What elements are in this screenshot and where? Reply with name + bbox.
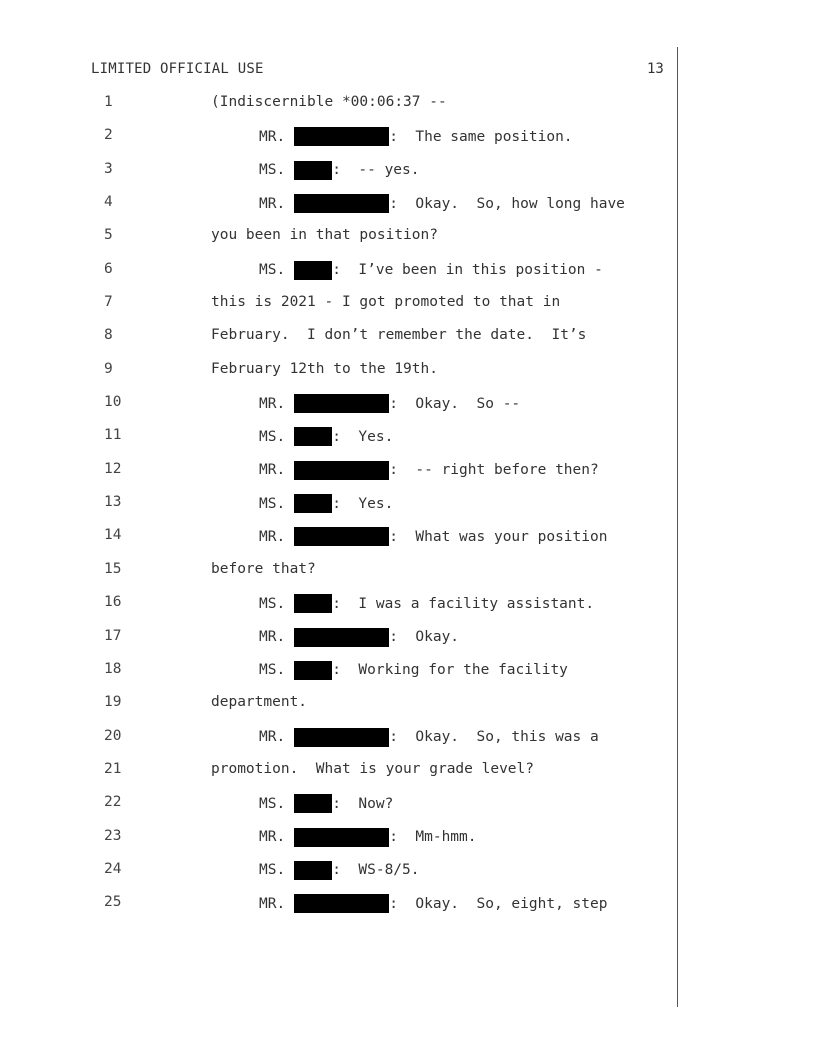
- transcript-line: [0, 686, 816, 719]
- speaker-title: MS.: [259, 662, 286, 679]
- redaction-box: [294, 461, 389, 480]
- header-marking: LIMITED OFFICIAL USE: [91, 61, 264, 77]
- transcript-line: [0, 319, 816, 352]
- transcript-line: [0, 353, 816, 386]
- line-text: [211, 361, 438, 377]
- redaction-box: [294, 894, 389, 913]
- speaker-title: MR.: [259, 729, 286, 746]
- speech-text: : I was a facility assistant.: [332, 595, 595, 612]
- speech-text: : Yes.: [332, 428, 394, 445]
- line-number: 4: [104, 194, 113, 211]
- line-text: [259, 527, 607, 546]
- line-number: 8: [104, 327, 113, 344]
- transcript-line: [0, 820, 816, 853]
- line-text: [211, 94, 447, 110]
- speech-text: : -- yes.: [332, 162, 420, 179]
- line-number: 21: [104, 760, 122, 777]
- transcript-line: [0, 853, 816, 886]
- line-number: 23: [104, 827, 122, 844]
- redaction-box: [294, 161, 332, 180]
- line-text: [211, 694, 307, 710]
- speaker-title: MR.: [259, 128, 286, 145]
- speaker-title: MS.: [259, 595, 286, 612]
- line-text: [259, 394, 520, 413]
- transcript-line: [0, 620, 816, 653]
- transcript-line: [0, 386, 816, 419]
- line-number: 14: [104, 527, 122, 544]
- speech-text: : WS-8/5.: [332, 862, 420, 879]
- line-text: [211, 561, 316, 577]
- transcript-line: [0, 786, 816, 819]
- transcript-line: [0, 453, 816, 486]
- redaction-box: [294, 828, 389, 847]
- line-text: [259, 261, 603, 280]
- transcript-line: [0, 519, 816, 552]
- line-text: [259, 594, 594, 613]
- speech-text: : The same position.: [389, 128, 573, 145]
- line-number: 2: [104, 127, 113, 144]
- speech-text: promotion. What is your grade level?: [211, 760, 535, 777]
- speech-text: : -- right before then?: [389, 462, 599, 479]
- line-text: [259, 661, 568, 680]
- transcript-line: [0, 219, 816, 252]
- speech-text: : Working for the facility: [332, 662, 568, 679]
- transcript-line: [0, 486, 816, 519]
- speaker-title: MS.: [259, 262, 286, 279]
- line-text: [211, 294, 560, 310]
- line-number: 13: [104, 494, 122, 511]
- transcript-line: [0, 653, 816, 686]
- speaker-title: MS.: [259, 162, 286, 179]
- speech-text: : Mm-hmm.: [389, 829, 477, 846]
- line-number: 24: [104, 860, 122, 877]
- transcript-line: [0, 419, 816, 452]
- line-number: 3: [104, 160, 113, 177]
- redaction-box: [294, 194, 389, 213]
- speaker-title: MR.: [259, 195, 286, 212]
- redaction-box: [294, 728, 389, 747]
- transcript-line: [0, 286, 816, 319]
- redaction-box: [294, 127, 389, 146]
- speech-text: : Now?: [332, 795, 394, 812]
- speaker-title: MR.: [259, 895, 286, 912]
- line-number: 16: [104, 594, 122, 611]
- line-text: [211, 761, 534, 777]
- line-text: [259, 628, 459, 647]
- line-number: 18: [104, 660, 122, 677]
- speech-text: : Yes.: [332, 495, 394, 512]
- transcript-line: [0, 753, 816, 786]
- redaction-box: [294, 394, 389, 413]
- speaker-title: MS.: [259, 428, 286, 445]
- line-number: 5: [104, 227, 113, 244]
- line-number: 12: [104, 460, 122, 477]
- redaction-box: [294, 427, 332, 446]
- speech-text: before that?: [211, 560, 316, 577]
- page-number: 13: [647, 61, 664, 77]
- line-number: 15: [104, 560, 122, 577]
- speech-text: this is 2021 - I got promoted to that in: [211, 294, 561, 311]
- redaction-box: [294, 628, 389, 647]
- transcript-line: [0, 186, 816, 219]
- speech-text: : Okay. So, this was a: [389, 729, 599, 746]
- redaction-box: [294, 794, 332, 813]
- speech-text: department.: [211, 694, 308, 711]
- line-text: [259, 894, 607, 913]
- transcript-line: [0, 253, 816, 286]
- line-text: [259, 861, 420, 880]
- line-number: 19: [104, 694, 122, 711]
- speech-text: you been in that position?: [211, 227, 438, 244]
- speaker-title: MR.: [259, 395, 286, 412]
- speaker-title: MR.: [259, 629, 286, 645]
- line-text: [259, 161, 420, 180]
- line-text: [259, 127, 573, 146]
- line-number: 9: [104, 360, 113, 377]
- redaction-box: [294, 861, 332, 880]
- transcript-line: [0, 720, 816, 753]
- speech-text: : Okay. So, eight, step: [389, 895, 608, 912]
- line-text: [211, 227, 438, 243]
- transcript-lines: [0, 86, 816, 920]
- transcript-line: [0, 153, 816, 186]
- transcript-line: [0, 586, 816, 619]
- line-text: [259, 494, 393, 513]
- speech-text: : What was your position: [389, 528, 608, 545]
- speaker-title: MS.: [259, 495, 286, 512]
- line-text: [259, 427, 393, 446]
- transcript-line: [0, 553, 816, 586]
- line-text: [259, 728, 599, 747]
- line-number: 1: [104, 94, 113, 110]
- line-number: 11: [104, 427, 122, 444]
- redaction-box: [294, 261, 332, 280]
- speaker-title: MS.: [259, 862, 286, 879]
- speech-text: : Okay.: [389, 629, 460, 645]
- transcript-line: [0, 119, 816, 152]
- redaction-box: [294, 661, 332, 680]
- speech-text: February. I don’t remember the date. It’s: [211, 327, 587, 344]
- line-number: 10: [104, 394, 122, 411]
- speech-text: February 12th to the 19th.: [211, 360, 438, 377]
- redaction-box: [294, 594, 332, 613]
- line-number: 17: [104, 627, 122, 644]
- line-number: 22: [104, 794, 122, 811]
- transcript-line: [0, 886, 816, 919]
- speaker-title: MS.: [259, 795, 286, 812]
- speech-text: : Okay. So, how long have: [389, 195, 625, 212]
- speech-text: (Indiscernible *00:06:37 --: [211, 94, 447, 110]
- speaker-title: MR.: [259, 829, 286, 846]
- line-number: 6: [104, 260, 113, 277]
- line-number: 25: [104, 894, 122, 911]
- line-text: [211, 327, 586, 343]
- transcript-line: [0, 86, 816, 119]
- line-number: 20: [104, 727, 122, 744]
- speech-text: : Okay. So --: [389, 395, 521, 412]
- redaction-box: [294, 494, 332, 513]
- speaker-title: MR.: [259, 528, 286, 545]
- speaker-title: MR.: [259, 462, 286, 479]
- line-text: [259, 828, 477, 847]
- line-text: [259, 794, 393, 813]
- line-text: [259, 461, 599, 480]
- redaction-box: [294, 527, 389, 546]
- line-number: 7: [104, 294, 113, 311]
- line-text: [259, 194, 625, 213]
- speech-text: : I’ve been in this position -: [332, 262, 603, 279]
